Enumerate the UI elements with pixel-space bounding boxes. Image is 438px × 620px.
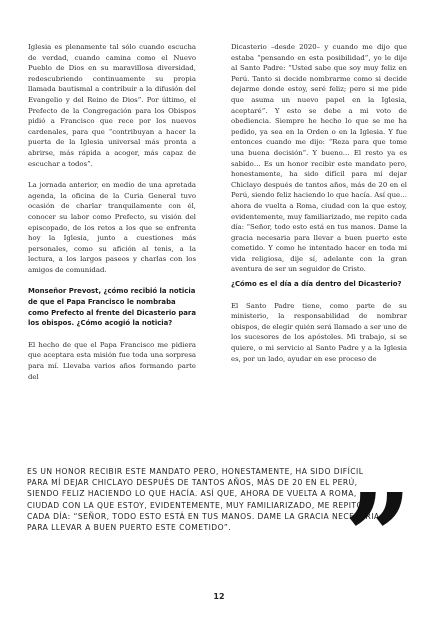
interview-question: Monseñor Prevost, ¿cómo recibió la noticia de que el Papa Francisco le nombraba como Prefecto al frente del Dicasterio para los obispos. ¿Cómo acogió la noticia? xyxy=(28,287,196,328)
pull-quote: ES UN HONOR RECIBIR ESTE MANDATO PERO, HONESTAMENTE, HA SIDO DIFÍCIL PARA MÍ DEJAR CHICLAYO DESPUÉS DE TANTOS AÑOS, MÁS DE 20 EN EL PERÚ, SIENDO FELIZ HACIENDO LO QUE HACÍA. ASÍ QUE, AHORA DE VUELTA A ROMA, CIUDAD CON LA QUE ESTOY, EVIDENTEMENTE, MUY FAMILIARIZADO, ME REPITO CADA DÍA: “SEÑOR, TODO ESTO ESTÁ EN TUS MANOS. DAME LA GRACIA NECESARIA PARA LLEVAR A BUEN PUERTO ESTE COMETIDO”. xyxy=(27,467,380,533)
body-paragraph: La jornada anterior, en medio de una apretada agenda, la oficina de la Curia General tuvo ocasión de charlar tranquilamente con él, conocer su labor como Prefecto, su visión del episcopado, de los retos a los que se enfrenta hoy la Iglesia, junto a cuestiones más personales, como su afición al tenis, a la lectura, a los largos paseos y charlas con los amigos de comunidad. xyxy=(28,181,196,274)
left-column xyxy=(28,42,196,393)
interview-question: ¿Cómo es el día a día dentro del Dicasterio? xyxy=(231,280,402,289)
page-number: 12 xyxy=(213,592,225,601)
body-paragraph: El Santo Padre tiene, como parte de su ministerio, la responsabilidad de nombrar obispos, de elegir quién será llamado a ser uno de los sucesores de los apóstoles. Mi trabajo, si se quiere, o mi servicio al Santo Padre y a la Iglesia es, por un lado, ayudar en ese proceso de xyxy=(231,301,407,363)
right-column xyxy=(231,42,407,375)
body-paragraph: Dicasterio –desde 2020– y cuando me dijo que estaba “pensando en esta posibilidad”, yo le dije al Santo Padre: “Usted sabe que soy muy feliz en Perú. Tanto si decide nombrarme como si decide dejarme donde estoy, seré feliz; pero si me pide que asuma un nuevo papel en la Iglesia, aceptaré”. Y esto se debe a mi voto de obediencia. Siempre he hecho lo que se me ha pedido, ya sea en la Orden o en la Iglesia. Y fue entonces cuando me dijo: “Reza para que tome una buena decisión”. Y bueno… El resto ya es sabido… Es un honor recibir este mandato pero, honestamente, ha sido difícil para mí dejar Chiclayo después de tantos años, más de 20 en el Perú, siendo feliz haciendo lo que hacía. Así que… ahora de vuelta a Roma, ciudad con la que estoy, evidentemente, muy familiarizado, me repito cada día: “Señor, todo esto está en tus manos. Dame la gracia necesaria para llevar a buen puerto este cometido. Y como he intentado hacer en toda mi vida religiosa, dije sí, adelante con la gran aventura de ser un seguidor de Cristo. xyxy=(231,43,407,274)
closing-quote-icon: ” xyxy=(344,467,412,606)
body-paragraph: El hecho de que el Papa Francisco me pidiera que aceptara esta misión fue toda una sorpresa para mí. Llevaba varios años formando parte del xyxy=(28,340,196,381)
body-paragraph: Iglesia es plenamente tal sólo cuando escucha de verdad, cuando camina como el Nuevo Pueblo de Dios en su maravillosa diversidad, redescubriendo continuamente su propia llamada bautismal a contribuir a la difusión del Evangelio y del Reino de Dios”. Por último, el Prefecto de la Congregación para los Obispos pidió a Francisco que rece por los nuevos cardenales, para que “contribuyan a hacer la puerta de la Iglesia universal más pronta a abrirse, más rápida a acoger, más capaz de escuchar a todos”. xyxy=(28,43,196,168)
